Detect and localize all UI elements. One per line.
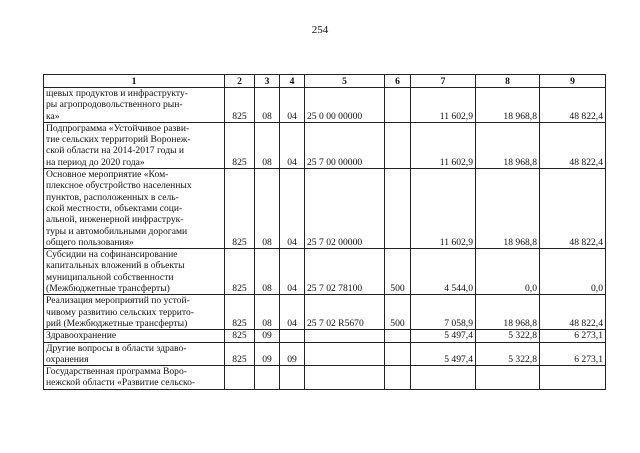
cell-expense-type <box>385 122 411 168</box>
row-name-cell <box>44 330 225 342</box>
cell-subsection <box>280 366 305 390</box>
row-name-line: Реализация мероприятий по устой- <box>46 295 190 307</box>
table-row <box>44 249 606 295</box>
row-name-line: общего пользования» <box>46 236 134 248</box>
cell-subsection: 04 <box>280 169 305 249</box>
row-name-line: муниципальной собственности <box>46 271 174 283</box>
cell-amount-1: 7 058,9 <box>411 295 476 330</box>
column-header: 3 <box>255 75 280 88</box>
row-name-cell <box>44 366 225 390</box>
cell-amount-2: 0,0 <box>476 249 540 295</box>
column-header: 2 <box>225 75 255 88</box>
row-name-line: Другие вопросы в области здраво- <box>46 342 187 354</box>
row-name-line: щевых продуктов и инфраструкту- <box>46 88 188 99</box>
column-header: 9 <box>540 75 606 88</box>
row-name-line: Здравоохранение <box>46 330 117 342</box>
cell-amount-1: 11 602,9 <box>411 169 476 249</box>
cell-target-article <box>305 330 385 342</box>
column-header: 5 <box>305 75 385 88</box>
row-name-line: туры и автомобильными дорогами <box>46 225 188 237</box>
row-name-line: чивому развитию сельских террито- <box>46 306 194 318</box>
cell-ministry: 825 <box>225 342 255 366</box>
cell-amount-1: 11 602,9 <box>411 88 476 123</box>
row-name-cell <box>44 342 225 366</box>
cell-section <box>255 366 280 390</box>
cell-amount-3: 6 273,1 <box>540 330 606 342</box>
table-row <box>44 169 606 249</box>
cell-amount-2: 18 968,8 <box>476 122 540 168</box>
cell-amount-1: 5 497,4 <box>411 330 476 342</box>
column-header: 1 <box>44 75 225 88</box>
cell-section: 08 <box>255 169 280 249</box>
cell-amount-3: 48 822,4 <box>540 88 606 123</box>
cell-amount-2 <box>476 366 540 390</box>
cell-amount-2: 5 322,8 <box>476 342 540 366</box>
budget-table <box>43 74 606 390</box>
cell-subsection <box>280 330 305 342</box>
cell-amount-3: 6 273,1 <box>540 342 606 366</box>
cell-ministry: 825 <box>225 88 255 123</box>
table-row <box>44 295 606 330</box>
cell-ministry: 825 <box>225 330 255 342</box>
cell-ministry <box>225 366 255 390</box>
cell-target-article <box>305 366 385 390</box>
cell-ministry: 825 <box>225 295 255 330</box>
row-name-line: пунктов, расположенных в сель- <box>46 191 179 203</box>
row-name-line: (Межбюджетные трансферты) <box>46 283 170 295</box>
cell-expense-type <box>385 342 411 366</box>
cell-subsection: 04 <box>280 249 305 295</box>
cell-amount-3: 0,0 <box>540 249 606 295</box>
cell-expense-type <box>385 88 411 123</box>
cell-amount-2: 18 968,8 <box>476 88 540 123</box>
cell-target-article: 25 7 02 00000 <box>305 169 385 249</box>
table-row <box>44 122 606 168</box>
column-header: 6 <box>385 75 411 88</box>
column-header: 4 <box>280 75 305 88</box>
row-name-line: капитальных вложений в объекты <box>46 260 185 272</box>
table-row <box>44 342 606 366</box>
cell-expense-type <box>385 169 411 249</box>
cell-section: 08 <box>255 295 280 330</box>
cell-amount-2: 18 968,8 <box>476 169 540 249</box>
row-name-line: охранения <box>46 353 89 365</box>
row-name-line: Основное мероприятие «Ком- <box>46 169 169 181</box>
cell-ministry: 825 <box>225 249 255 295</box>
cell-amount-3: 48 822,4 <box>540 169 606 249</box>
cell-amount-3 <box>540 366 606 390</box>
row-name-line: плексное обустройство населенных <box>46 180 192 192</box>
row-name-cell <box>44 249 225 295</box>
row-name-line: рий (Межбюджетные трансферты) <box>46 317 188 329</box>
cell-amount-2: 18 968,8 <box>476 295 540 330</box>
cell-amount-3: 48 822,4 <box>540 295 606 330</box>
row-name-line: ка» <box>46 110 60 122</box>
cell-target-article: 25 7 02 R5670 <box>305 295 385 330</box>
row-name-line: ской области на 2014-2017 годы и <box>46 145 185 157</box>
cell-amount-1: 11 602,9 <box>411 122 476 168</box>
cell-section: 08 <box>255 88 280 123</box>
cell-subsection: 04 <box>280 122 305 168</box>
cell-amount-3: 48 822,4 <box>540 122 606 168</box>
cell-expense-type <box>385 330 411 342</box>
row-name-line: альной, инженерной инфраструк- <box>46 214 184 226</box>
cell-amount-2: 5 322,8 <box>476 330 540 342</box>
column-header: 8 <box>476 75 540 88</box>
row-name-line: Субсидии на софинансирование <box>46 249 178 261</box>
cell-target-article: 25 0 00 00000 <box>305 88 385 123</box>
row-name-cell <box>44 295 225 330</box>
cell-amount-1 <box>411 366 476 390</box>
cell-section: 09 <box>255 330 280 342</box>
cell-amount-1: 5 497,4 <box>411 342 476 366</box>
row-name-cell <box>44 169 225 249</box>
cell-amount-1: 4 544,0 <box>411 249 476 295</box>
cell-expense-type: 500 <box>385 295 411 330</box>
cell-section: 08 <box>255 122 280 168</box>
cell-subsection: 09 <box>280 342 305 366</box>
cell-section: 09 <box>255 342 280 366</box>
table-row <box>44 330 606 342</box>
table-row <box>44 88 606 123</box>
cell-expense-type <box>385 366 411 390</box>
row-name-line: ры агропродовольственного рын- <box>46 99 183 111</box>
row-name-line: ской местности, объектами соци- <box>46 202 183 214</box>
row-name-cell <box>44 122 225 168</box>
row-name-line: тие сельских территорий Воронеж- <box>46 134 191 146</box>
cell-ministry: 825 <box>225 122 255 168</box>
row-name-cell <box>44 88 225 123</box>
table-row <box>44 366 606 390</box>
cell-target-article: 25 7 02 78100 <box>305 249 385 295</box>
row-name-line: нежской области «Развитие сельско- <box>46 377 196 389</box>
column-header: 7 <box>411 75 476 88</box>
cell-subsection: 04 <box>280 295 305 330</box>
page-number: 254 <box>311 24 329 36</box>
cell-expense-type: 500 <box>385 249 411 295</box>
row-name-line: на период до 2020 года» <box>46 156 145 168</box>
table-header-row <box>44 75 606 88</box>
cell-subsection: 04 <box>280 88 305 123</box>
cell-target-article <box>305 342 385 366</box>
cell-ministry: 825 <box>225 169 255 249</box>
row-name-line: Государственная программа Воро- <box>46 366 187 378</box>
cell-section: 08 <box>255 249 280 295</box>
cell-target-article: 25 7 00 00000 <box>305 122 385 168</box>
row-name-line: Подпрограмма «Устойчивое разви- <box>46 122 190 134</box>
